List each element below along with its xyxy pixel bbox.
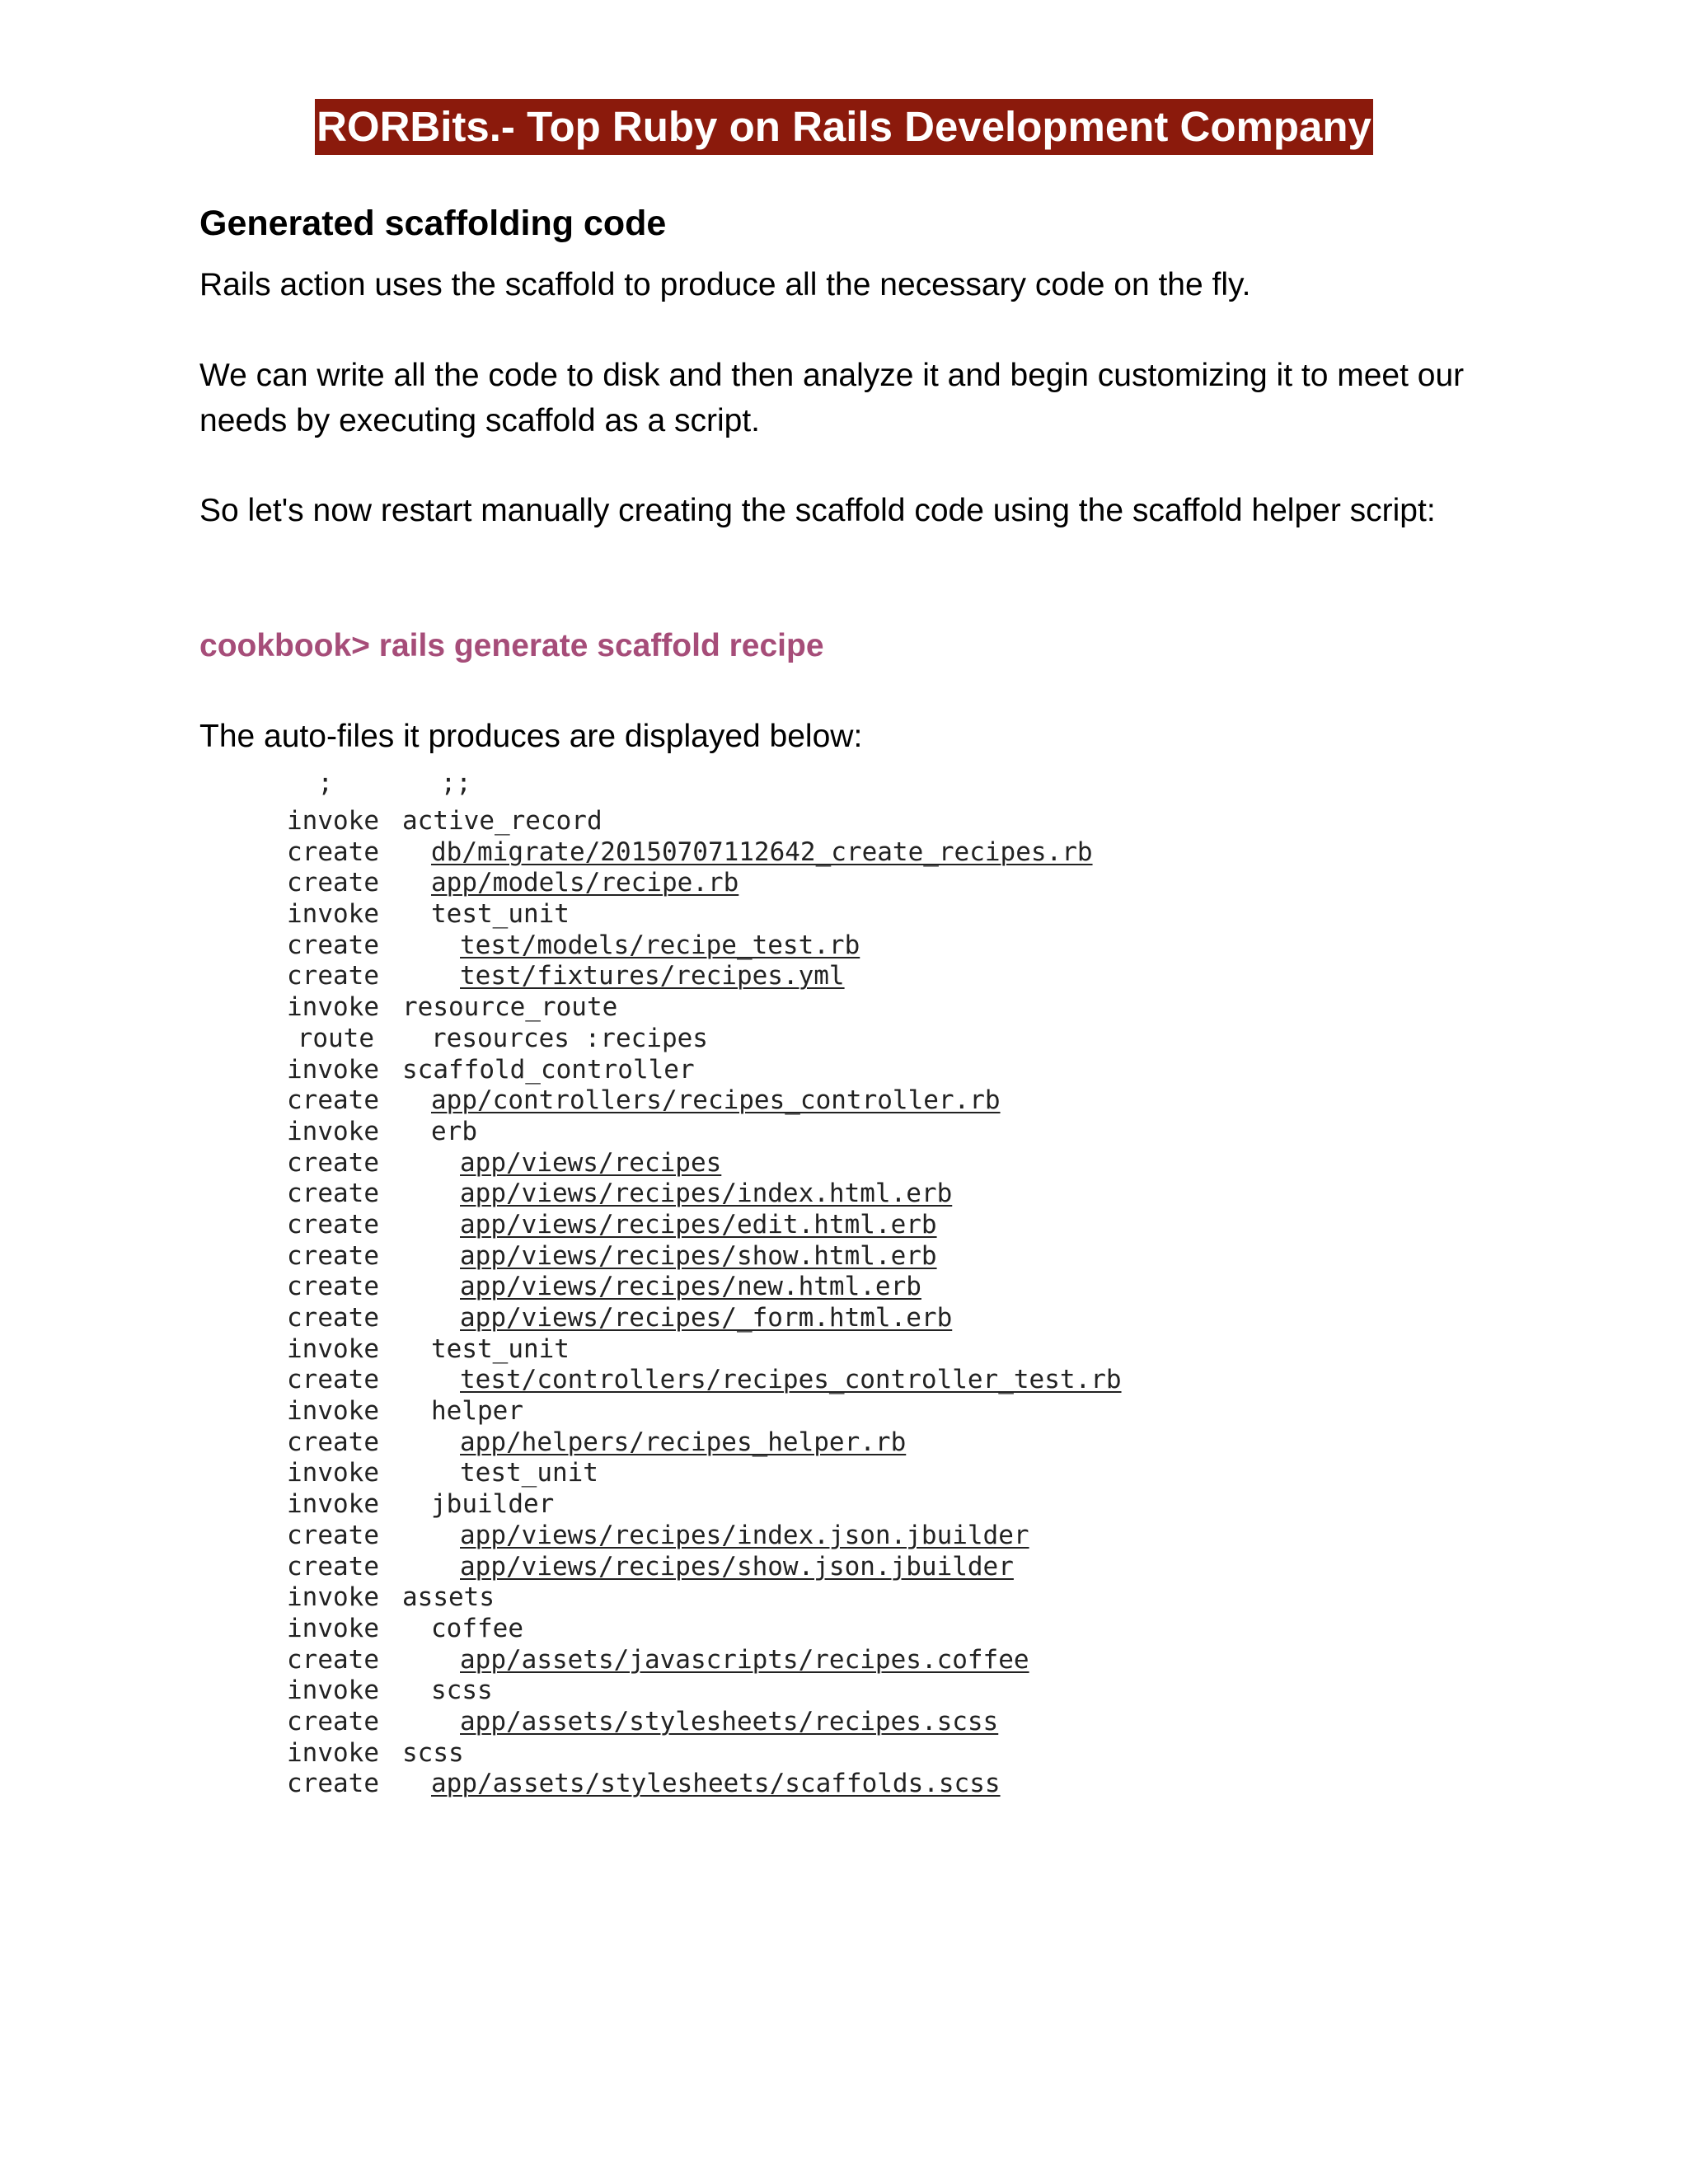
terminal-line <box>287 930 1111 962</box>
company-banner: RORBits.- Top Ruby on Rails Development Company <box>315 99 1373 155</box>
terminal-output <box>287 768 1122 1800</box>
terminal-action: create <box>287 1209 379 1240</box>
terminal-gap <box>374 868 402 899</box>
terminal-gap <box>374 1427 402 1459</box>
scaffold-script-paragraph: We can write all the code to disk and then analyze it and begin customizing it to meet our needs by executing scaffold as a script. <box>199 358 1465 438</box>
terminal-action: create <box>287 961 379 991</box>
terminal-action: create <box>287 1179 379 1209</box>
terminal-line <box>287 868 1111 899</box>
terminal-file-link[interactable]: test/models/recipe_test.rb <box>460 930 860 960</box>
terminal-line <box>287 1427 1111 1459</box>
terminal-target: helper <box>431 1396 523 1427</box>
terminal-line <box>287 1582 1111 1614</box>
terminal-line <box>287 837 1111 869</box>
terminal-gap <box>374 1645 402 1676</box>
terminal-gap <box>374 1707 402 1738</box>
terminal-file-link[interactable]: app/views/recipes/new.html.erb <box>460 1272 921 1302</box>
terminal-gap <box>374 992 402 1024</box>
terminal-action: create <box>287 1147 379 1178</box>
terminal-line <box>287 1521 1111 1552</box>
terminal-action: invoke <box>287 806 379 836</box>
terminal-file-link[interactable]: app/helpers/recipes_helper.rb <box>460 1427 907 1457</box>
terminal-action: create <box>287 1706 379 1736</box>
terminal-file-link[interactable]: app/assets/stylesheets/recipes.scss <box>460 1706 999 1736</box>
terminal-action: invoke <box>287 1054 379 1085</box>
terminal-file-link[interactable]: app/views/recipes/_form.html.erb <box>460 1303 953 1333</box>
section-heading: Generated scaffolding code <box>199 204 667 243</box>
terminal-line <box>287 1024 1111 1055</box>
terminal-target: jbuilder <box>431 1489 555 1520</box>
terminal-file-link[interactable]: app/views/recipes/show.json.jbuilder <box>460 1551 1014 1582</box>
terminal-action: invoke <box>287 992 379 1023</box>
terminal-line <box>287 1117 1111 1148</box>
terminal-gap <box>374 1582 402 1614</box>
terminal-line <box>287 1489 1111 1521</box>
terminal-gap <box>374 1179 402 1210</box>
terminal-line <box>287 1303 1111 1334</box>
terminal-action: create <box>287 1520 379 1550</box>
terminal-line <box>287 1738 1111 1769</box>
terminal-action: create <box>287 1427 379 1457</box>
terminal-gap <box>374 1458 402 1489</box>
terminal-file-link[interactable]: db/migrate/20150707112642_create_recipes.rb <box>431 837 1093 867</box>
terminal-action: create <box>287 1365 379 1395</box>
terminal-line <box>287 992 1111 1024</box>
terminal-target: test_unit <box>460 1458 598 1488</box>
terminal-action: create <box>287 930 379 960</box>
terminal-line <box>287 806 1111 837</box>
terminal-action: create <box>287 837 379 867</box>
terminal-file-link[interactable]: app/views/recipes <box>460 1147 722 1178</box>
terminal-file-link[interactable]: test/controllers/recipes_controller_test.rb <box>460 1365 1122 1395</box>
terminal-gap <box>374 1769 402 1800</box>
terminal-target: scaffold_controller <box>402 1054 695 1085</box>
terminal-target: resource_route <box>402 992 618 1023</box>
terminal-file-link[interactable]: test/fixtures/recipes.yml <box>460 961 845 991</box>
terminal-gap <box>374 930 402 962</box>
terminal-action: create <box>287 1551 379 1582</box>
terminal-action: invoke <box>287 1333 379 1364</box>
terminal-line <box>287 1675 1111 1707</box>
terminal-gap <box>374 1272 402 1303</box>
terminal-line <box>287 1365 1122 1396</box>
terminal-gap <box>374 1521 402 1552</box>
terminal-action: create <box>287 1644 379 1675</box>
generate-command: cookbook> rails generate scaffold recipe <box>199 628 824 663</box>
terminal-line <box>287 1769 1111 1800</box>
terminal-file-link[interactable]: app/views/recipes/edit.html.erb <box>460 1209 937 1240</box>
terminal-action: invoke <box>287 1489 379 1520</box>
terminal-action: invoke <box>287 899 379 930</box>
terminal-file-link[interactable]: app/assets/stylesheets/scaffolds.scss <box>431 1769 1001 1799</box>
terminal-target: active_record <box>402 806 603 836</box>
terminal-gap <box>374 1365 402 1396</box>
terminal-file-link[interactable]: app/views/recipes/index.json.jbuilder <box>460 1520 1029 1550</box>
terminal-gap <box>374 1552 402 1583</box>
terminal-action: create <box>287 868 379 898</box>
terminal-line <box>287 899 1111 930</box>
terminal-gap <box>374 1396 402 1427</box>
restart-paragraph: So let's now restart manually creating the scaffold code using the scaffold helper script: <box>199 493 1436 528</box>
terminal-action: invoke <box>287 1116 379 1146</box>
terminal-gap <box>374 1148 402 1179</box>
terminal-line <box>287 1179 1111 1210</box>
terminal-gap <box>374 1614 402 1645</box>
auto-files-paragraph: The auto-files it produces are displayed below: <box>199 719 863 754</box>
terminal-line <box>287 1241 1111 1272</box>
terminal-target: resources :recipes <box>431 1023 708 1053</box>
terminal-action: invoke <box>287 1582 379 1613</box>
terminal-gap <box>374 1241 402 1272</box>
banner-container <box>0 99 1688 155</box>
terminal-gap <box>374 1055 402 1086</box>
terminal-lines <box>287 806 1122 1800</box>
terminal-target: assets <box>402 1582 495 1613</box>
terminal-line <box>287 1334 1111 1366</box>
terminal-gap <box>374 837 402 869</box>
terminal-target: scss <box>431 1675 493 1706</box>
terminal-cutoff-line: ; ;; <box>287 768 471 798</box>
terminal-line <box>287 1645 1111 1676</box>
terminal-action: invoke <box>287 1458 379 1488</box>
terminal-action: create <box>287 1085 379 1116</box>
terminal-file-link[interactable]: app/views/recipes/show.html.erb <box>460 1240 937 1271</box>
terminal-line <box>287 1272 1111 1303</box>
terminal-gap <box>374 1675 402 1707</box>
terminal-target: test_unit <box>431 899 570 930</box>
terminal-gap <box>374 1085 402 1117</box>
terminal-line <box>287 1614 1111 1645</box>
terminal-gap <box>374 1334 402 1366</box>
terminal-action: invoke <box>287 1675 379 1706</box>
terminal-target: coffee <box>431 1613 523 1643</box>
terminal-action: create <box>287 1240 379 1271</box>
terminal-line <box>287 1148 1111 1179</box>
terminal-target: test_unit <box>431 1333 570 1364</box>
terminal-gap <box>374 806 402 837</box>
terminal-gap <box>374 961 402 992</box>
terminal-target: erb <box>431 1116 477 1146</box>
intro-paragraph: Rails action uses the scaffold to produce all the necessary code on the fly. <box>199 267 1251 302</box>
terminal-file-link[interactable]: app/controllers/recipes_controller.rb <box>431 1085 1001 1116</box>
terminal-action: create <box>287 1272 379 1302</box>
terminal-file-link[interactable]: app/models/recipe.rb <box>431 868 739 898</box>
terminal-gap <box>374 1489 402 1521</box>
terminal-action: create <box>287 1769 379 1799</box>
terminal-gap <box>374 1738 402 1769</box>
terminal-action: route <box>297 1023 374 1053</box>
terminal-line <box>287 1458 1111 1489</box>
terminal-file-link[interactable]: app/assets/javascripts/recipes.coffee <box>460 1644 1029 1675</box>
terminal-action: invoke <box>287 1396 379 1427</box>
terminal-line <box>287 1055 1111 1086</box>
terminal-gap <box>374 1303 402 1334</box>
terminal-gap <box>374 1024 402 1055</box>
terminal-target: scss <box>402 1737 464 1768</box>
terminal-line <box>287 961 1111 992</box>
terminal-action: invoke <box>287 1737 379 1768</box>
terminal-action: create <box>287 1303 379 1333</box>
terminal-line <box>287 1085 1111 1117</box>
terminal-line <box>287 1396 1111 1427</box>
terminal-line <box>287 1210 1111 1241</box>
terminal-file-link[interactable]: app/views/recipes/index.html.erb <box>460 1179 953 1209</box>
terminal-gap <box>374 1210 402 1241</box>
terminal-gap <box>374 899 402 930</box>
terminal-line <box>287 1707 1111 1738</box>
terminal-gap <box>374 1117 402 1148</box>
terminal-line <box>287 1552 1111 1583</box>
terminal-action: invoke <box>287 1613 379 1643</box>
